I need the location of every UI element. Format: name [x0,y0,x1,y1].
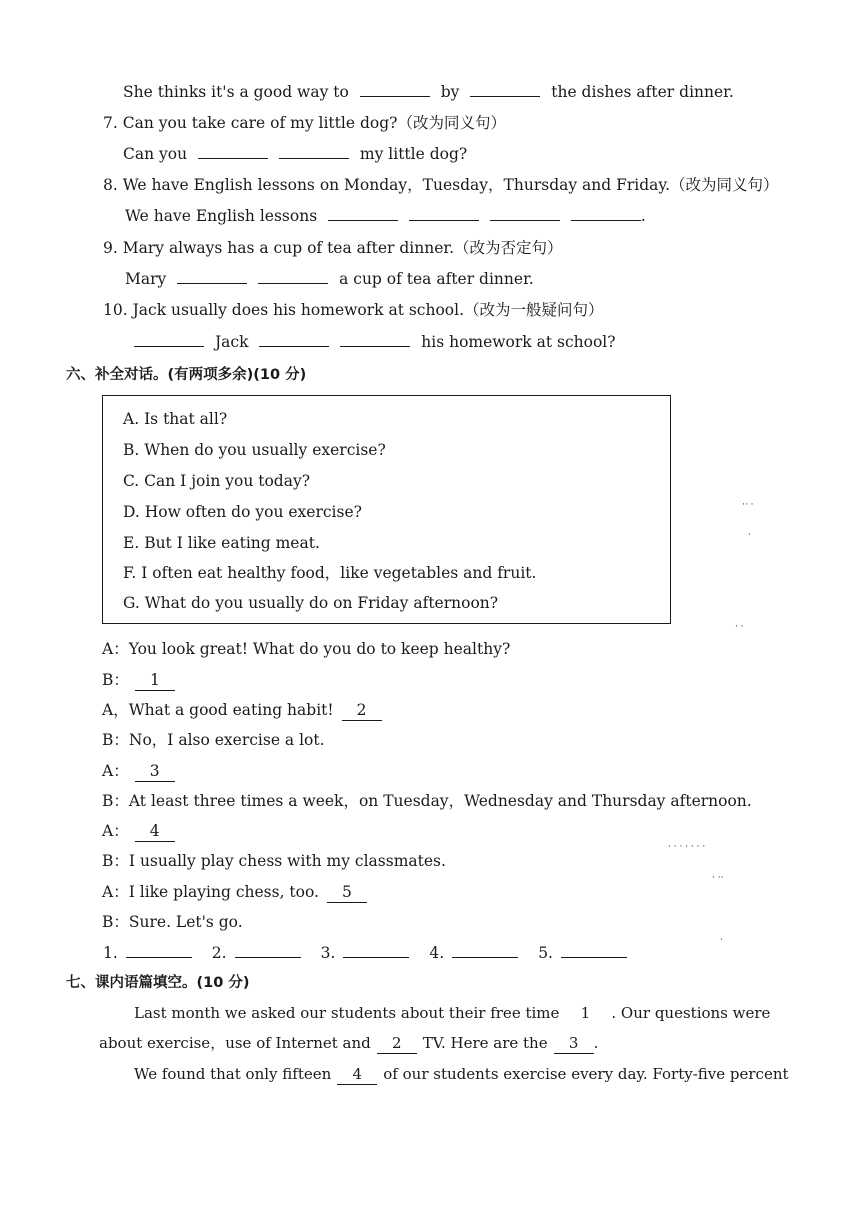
dialogue-line-2: B： 1 [102,670,175,691]
answer-blank[interactable] [259,332,329,347]
dialogue-blank-3[interactable]: 3 [135,761,175,782]
dialogue-blank-5[interactable]: 5 [327,882,367,903]
answer-blank[interactable] [409,206,479,221]
scan-speck: · · · · · · · [668,842,706,852]
passage-line-3: We found that only fifteen 4 of our students exercise every day. Forty-five percent [134,1065,789,1083]
dialogue-line-10: B：Sure. Let's go. [102,913,243,931]
q9-answer-line: Mary a cup of tea after dinner. [125,270,534,288]
answer-blank[interactable] [258,269,328,284]
answer-slot-1[interactable] [126,943,192,958]
dialogue-line-4: B：No，I also exercise a lot. [102,731,325,749]
question-10: 10. Jack usually does his homework at school.（改为一般疑问句） [103,301,604,319]
option-e: E. But I like eating meat. [123,534,320,552]
question-8: 8. We have English lessons on Monday，Tuesday，Thursday and Friday.（改为同义句） [103,176,779,194]
dialogue-blank-4[interactable]: 4 [135,821,175,842]
answer-blank[interactable] [134,332,204,347]
answer-blank[interactable] [177,269,247,284]
dialogue-line-9: A：I like playing chess, too. 5 [102,882,367,903]
passage-line-2: about exercise，use of Internet and 2 TV. Here are the 3 . [99,1034,599,1052]
q8-answer-line: We have English lessons . [125,207,646,225]
option-c: C. Can I join you today? [123,472,311,490]
passage-blank-1[interactable]: 1 [580,1004,591,1022]
answer-blank[interactable] [470,82,540,97]
answer-blank[interactable] [340,332,410,347]
section-7-heading: 七、课内语篇填空。(10 分) [66,975,250,991]
dialogue-blank-1[interactable]: 1 [135,670,175,691]
scan-speck: · [748,530,751,540]
option-f: F. I often eat healthy food，like vegetables and fruit. [123,564,537,582]
q6-answer-line: She thinks it's a good way to by the dishes after dinner. [123,83,734,101]
q7-answer-line: Can you my little dog? [123,145,468,163]
answer-blank[interactable] [360,82,430,97]
answer-blank[interactable] [279,144,349,159]
question-9: 9. Mary always has a cup of tea after dinner.（改为否定句） [103,239,563,257]
dialogue-line-8: B：I usually play chess with my classmates. [102,852,446,870]
answer-slot-3[interactable] [343,943,409,958]
answer-slot-5[interactable] [561,943,627,958]
option-g: G. What do you usually do on Friday afternoon? [123,594,499,612]
answer-slot-2[interactable] [235,943,301,958]
section-6-heading: 六、补全对话。(有两项多余)(10 分) [66,367,307,383]
answer-blank[interactable] [571,206,641,221]
passage-blank-2[interactable]: 2 [377,1033,417,1054]
answer-slot-4[interactable] [452,943,518,958]
dialogue-line-3: A，What a good eating habit! 2 [102,700,382,721]
dialogue-line-6: B：At least three times a week，on Tuesday，Wednesday and Thursday afternoon. [102,792,752,810]
q10-answer-line: Jack his homework at school? [134,332,616,352]
answer-row: 1. 2. 3. 4. 5. [103,943,627,963]
options-box [102,395,671,624]
dialogue-line-5: A： 3 [102,761,175,782]
passage-blank-3[interactable]: 3 [554,1033,594,1054]
dialogue-blank-2[interactable]: 2 [342,700,382,721]
passage-line-1: Last month we asked our students about their free time 1 . Our questions were [134,1004,771,1022]
scan-speck: · [720,935,723,945]
dialogue-line-7: A： 4 [102,821,175,842]
dialogue-line-1: A：You look great! What do you do to keep healthy? [102,640,511,658]
option-d: D. How often do you exercise? [123,503,362,521]
option-b: B. When do you usually exercise? [123,441,386,459]
option-a: A. Is that all? [123,410,228,428]
answer-blank[interactable] [328,206,398,221]
scan-speck: ·· · [742,500,754,510]
scan-speck: · · [735,622,744,632]
passage-blank-4[interactable]: 4 [337,1064,377,1085]
question-7: 7. Can you take care of my little dog?（改为同义句） [103,114,506,132]
scan-speck: · ·· [712,873,724,883]
answer-blank[interactable] [198,144,268,159]
answer-blank[interactable] [490,206,560,221]
